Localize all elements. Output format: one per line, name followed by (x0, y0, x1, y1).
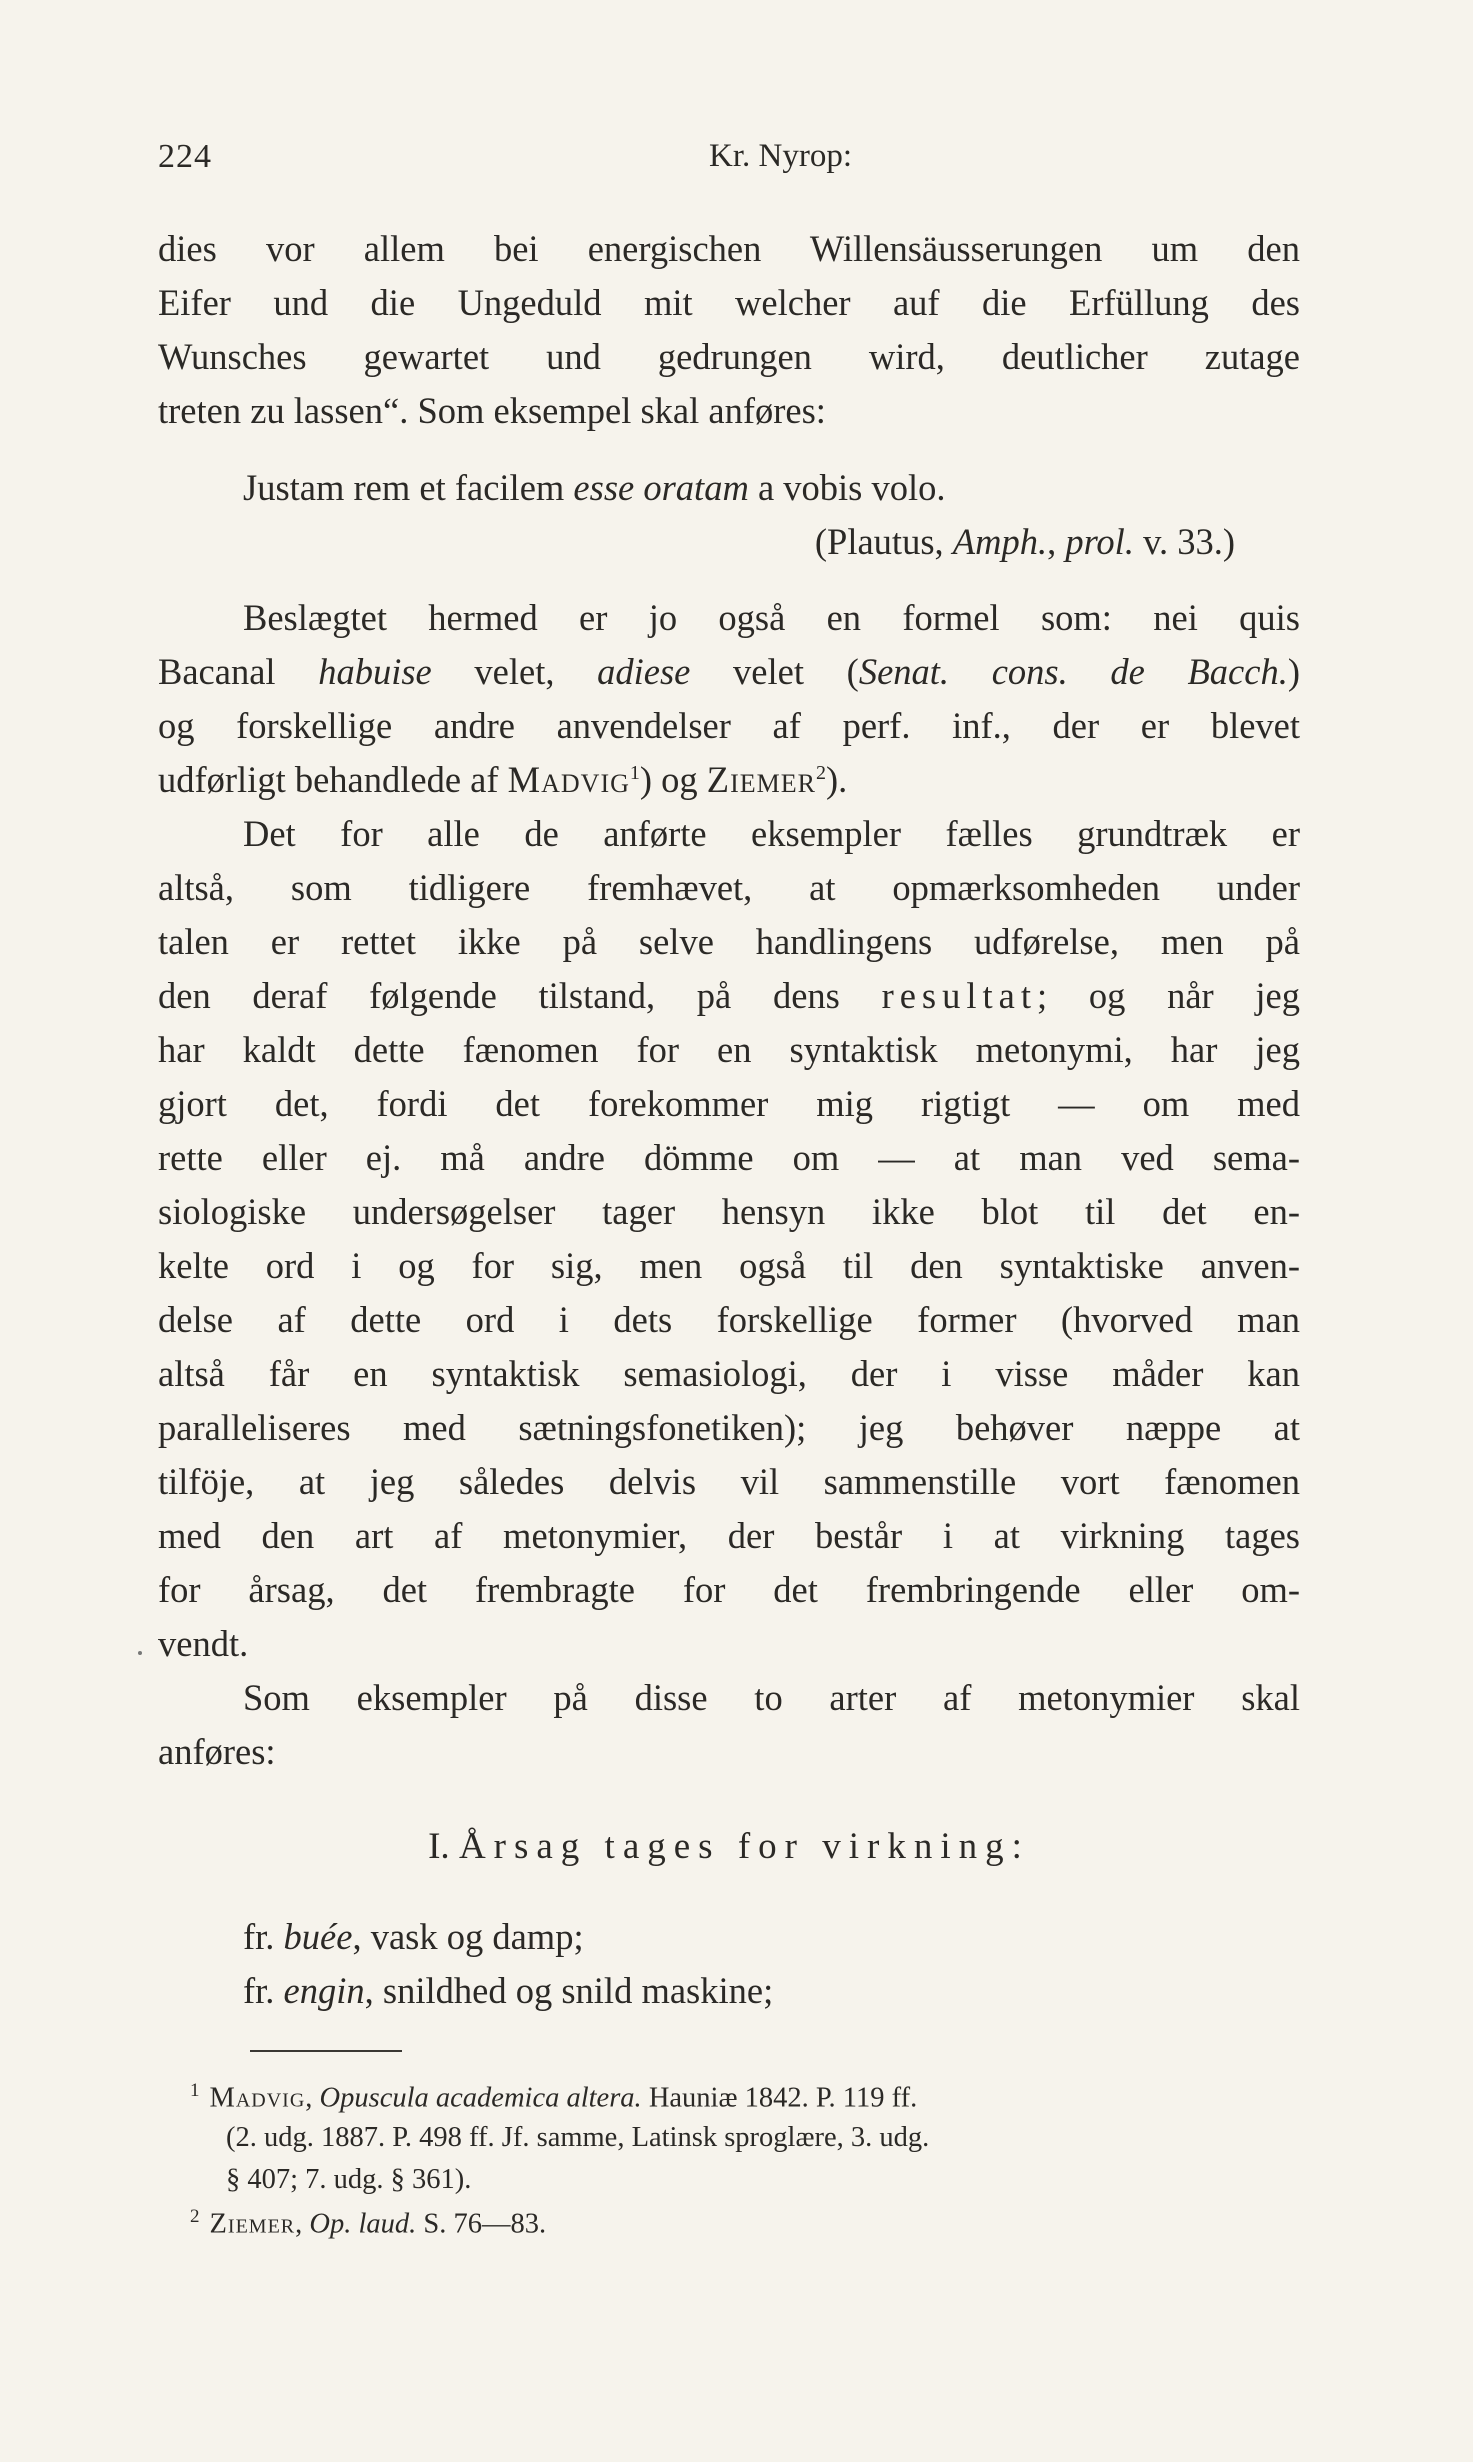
page-number: 224 (158, 138, 212, 175)
ref-text: v. 33.) (1133, 521, 1235, 562)
footnote-text: , (295, 2208, 310, 2240)
text-line: tilföje, at jeg således delvis vil sammenstille vort fænomen (158, 1461, 1300, 1502)
running-title: Kr. Nyrop: (709, 138, 852, 174)
text-line: kelte ord i og for sig, men også til den syntaktiske anven- (158, 1245, 1300, 1286)
quote-line (243, 466, 1300, 520)
italic-word: adiese (597, 651, 691, 692)
footnote-author: Ziemer (209, 2208, 296, 2240)
text-line: Som eksempler på disse to arter af metonymier skal (243, 1677, 1300, 1718)
example-item (243, 1915, 1300, 1969)
text-line: Wunsches gewartet und gedrungen wird, deutlicher zutage (158, 336, 1300, 377)
text-line: talen er rettet ikke på selve handlingens udførelse, men på (158, 921, 1300, 962)
example-word: buée (283, 1916, 353, 1957)
example-lang: fr. (243, 1916, 275, 1957)
text-line: vendt. (158, 1623, 249, 1664)
author-name: Ziemer (706, 759, 816, 800)
text-line: Eifer und die Ungeduld mit welcher auf die Erfüllung des (158, 282, 1300, 323)
example-gloss: , vask og damp; (352, 1916, 584, 1957)
footnote-text: Hauniæ 1842. P. 119 ff. (641, 2082, 918, 2114)
footnote-marker: 2 (190, 2206, 200, 2227)
quote-text: a vobis volo. (748, 467, 946, 508)
footnote-author: Madvig (209, 2082, 306, 2114)
text-line: rette eller ej. må andre dömme om — at man ved sema- (158, 1137, 1300, 1178)
text-line: siologiske undersøgelser tager hensyn ikke blot til det en- (158, 1191, 1300, 1232)
spaced-emphasis: resultat (881, 975, 1038, 1016)
text-span: Bacanal (158, 651, 319, 692)
footnote-1-cont: (2. udg. 1887. P. 498 ff. Jf. samme, Latinsk sproglære, 3. udg. (226, 2122, 930, 2153)
text-span: ). (825, 759, 848, 800)
section-title: Årsag tages for virkning: (458, 1826, 1030, 1867)
quote-italic: esse oratam (573, 467, 749, 508)
text-line: anføres: (158, 1731, 276, 1772)
italic-word: habuise (318, 651, 432, 692)
footnote-ref[interactable]: 1 (629, 761, 640, 784)
footnote-title: Opuscula academica altera. (319, 2082, 642, 2114)
author-name: Madvig (507, 759, 630, 800)
text-line: og forskellige andre anvendelser af perf. inf., der er blevet (158, 705, 1300, 746)
ref-text: , (1047, 521, 1066, 562)
footnote-text: S. 76—83. (416, 2208, 547, 2240)
section-heading (158, 1825, 1300, 1868)
text-line: delse af dette ord i dets forskellige former (hvorved man (158, 1299, 1300, 1340)
footnote-ref[interactable]: 2 (815, 761, 826, 784)
text-line: med den art af metonymier, der består i at virkning tages (158, 1515, 1300, 1556)
text-span: udførligt behandlede af (158, 759, 508, 800)
example-item (243, 1969, 1300, 2023)
footnote-text: , (305, 2082, 320, 2114)
example-word: engin (283, 1970, 365, 2011)
section-number: I. (428, 1826, 450, 1867)
text-line: har kaldt dette fænomen for en syntaktisk metonymi, har jeg (158, 1029, 1300, 1070)
text-line: gjort det, fordi det forekommer mig rigtigt — om med (158, 1083, 1300, 1124)
ref-part: prol. (1065, 521, 1134, 562)
text-line (158, 758, 1300, 812)
footnote-divider (250, 2050, 402, 2052)
footnote-marker: 1 (190, 2080, 200, 2101)
example-lang: fr. (243, 1970, 275, 2011)
text-line (158, 650, 1300, 704)
text-line (158, 974, 1300, 1028)
text-span: velet ( (690, 651, 859, 692)
text-span: ) og (639, 759, 707, 800)
text-line: paralleliseres med sætningsfonetiken); jeg behøver næppe at (158, 1407, 1300, 1448)
italic-citation: Senat. cons. de Bacch. (858, 651, 1288, 692)
ref-text: (Plautus, (814, 521, 953, 562)
text-span: velet, (431, 651, 598, 692)
text-line: for årsag, det frembragte for det frembringende eller om- (158, 1569, 1300, 1610)
text-line: Det for alle de anførte eksempler fælles grundtræk er (243, 813, 1300, 854)
running-head (158, 138, 1313, 188)
text-line: altså, som tidligere fremhævet, at opmærksomheden under (158, 867, 1300, 908)
quote-reference (158, 520, 1235, 574)
text-span: ) (1287, 651, 1300, 692)
text-span: den deraf følgende tilstand, på dens (158, 975, 882, 1016)
footnote-2 (190, 2206, 1300, 2241)
text-line: altså får en syntaktisk semasiologi, der i visse måder kan (158, 1353, 1300, 1394)
ref-work: Amph. (952, 521, 1048, 562)
footnote-title: Op. laud. (309, 2208, 417, 2240)
quote-text: Justam rem et facilem (243, 467, 574, 508)
text-line: treten zu lassen“. Som eksempel skal anføres: (158, 390, 826, 431)
text-line: Beslægtet hermed er jo også en formel som: nei quis (243, 597, 1300, 638)
text-line: dies vor allem bei energischen Willensäusserungen um den (158, 228, 1300, 269)
footnote-1-cont: § 407; 7. udg. § 361). (226, 2164, 472, 2195)
footnote-1 (190, 2080, 1300, 2115)
text-span: ; og når jeg (1037, 975, 1300, 1016)
example-gloss: , snildhed og snild maskine; (364, 1970, 774, 2011)
margin-mark (138, 1651, 142, 1655)
